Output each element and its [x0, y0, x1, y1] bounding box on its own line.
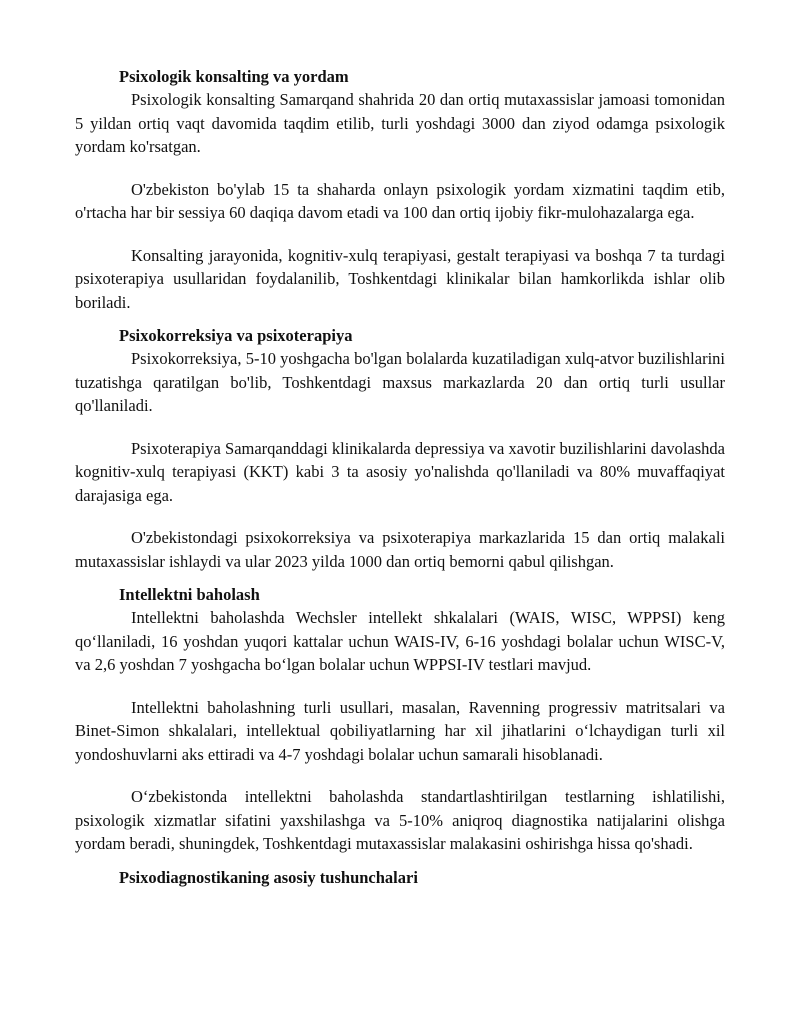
paragraph: Psixoterapiya Samarqanddagi klinikalarda depressiya va xavotir buzilishlarini davolashda kognitiv-xulq terapiyasi (KKT) kabi 3 ta asosiy yo'nalishda qo'llaniladi va 80% muvaffaqiyat darajasiga ega.: [75, 438, 725, 505]
paragraph: Psixokorreksiya, 5-10 yoshgacha bo'lgan bolalarda kuzatiladigan xulq-atvor buzilishlarini tuzatishga qaratilgan bo'lib, Toshkentdagi maxsus markazlarda 20 dan ortiq turli usullar qo'llaniladi.: [75, 349, 725, 415]
paragraph: Psixologik konsalting Samarqand shahrida 20 dan ortiq mutaxassislar jamoasi tomonidan 5 yildan ortiq vaqt davomida taqdim etilib, turli yoshdagi 3000 dan ziyod odamga psixologik yordam ko'rsatgan.: [75, 90, 725, 156]
section-title: Psixokorreksiya va psixoterapiya: [119, 326, 353, 345]
section-title: Psixodiagnostikaning asosiy tushunchalari: [119, 867, 418, 887]
section-psixodiagnostika: [75, 867, 725, 889]
paragraph: Konsalting jarayonida, kognitiv-xulq terapiyasi, gestalt terapiyasi va boshqa 7 ta turdagi psixoterapiya usullaridan foydalanilib, Toshkentdagi klinikalar bilan hamkorlikda ishlar olib boriladi.: [75, 245, 725, 312]
paragraph: Intellektni baholashning turli usullari, masalan, Ravenning progressiv matritsalari va Binet-Simon shkalalari, intellektual qobiliyatlarning har xil jihatlarini o‘lchaydigan turli xil yondoshuvlarni aks ettiradi va 4-7 yoshdagi bolalar uchun samarali hisoblanadi.: [75, 697, 725, 764]
section-psixologik-konsalting: [75, 66, 725, 314]
section-title: Intellektni baholash: [119, 585, 260, 604]
document-page: [75, 66, 725, 900]
section-intellektni-baholash: [75, 584, 725, 856]
section-psixokorreksiya: [75, 325, 725, 573]
paragraph: O'zbekiston bo'ylab 15 ta shaharda onlayn psixologik yordam xizmatini taqdim etib, o'rtacha har bir sessiya 60 daqiqa davom etadi va 100 dan ortiq ijobiy fikr-mulohazalarga ega.: [75, 179, 725, 222]
paragraph: O‘zbekistonda intellektni baholashda standartlashtirilgan testlarning ishlatilishi, psixologik xizmatlar sifatini yaxshilashga va 5-10% aniqroq diagnostika natijalarini olishga yordam beradi, shuningdek, Toshkentdagi mutaxassislar malakasini oshirishga hissa qo'shadi.: [75, 787, 725, 853]
paragraph: O'zbekistondagi psixokorreksiya va psixoterapiya markazlarida 15 dan ortiq malakali mutaxassislar ishlaydi va ular 2023 yilda 1000 dan ortiq bemorni qabul qilishgan.: [75, 528, 725, 571]
section-title: Psixologik konsalting va yordam: [119, 67, 349, 86]
paragraph: Intellektni baholashda Wechsler intellekt shkalalari (WAIS, WISC, WPPSI) keng qo‘llaniladi, 16 yoshdan yuqori kattalar uchun WAIS-IV, 6-16 yoshdagi bolalar uchun WISC-V, va 2,6 yoshdan 7 yoshgacha bo‘lgan bolalar uchun WPPSI-IV testlari mavjud.: [75, 608, 725, 674]
